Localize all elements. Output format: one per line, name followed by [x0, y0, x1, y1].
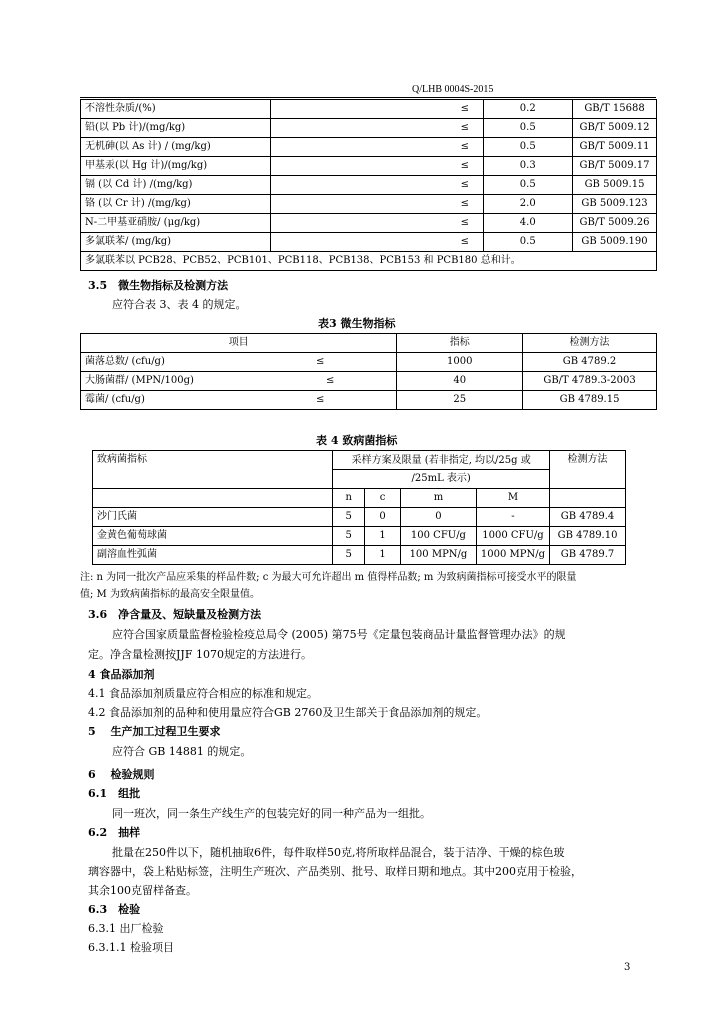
- row-method: GB/T 5009.17: [573, 157, 657, 176]
- row-item: 不溶性杂质/(%): [81, 100, 271, 119]
- row-method: GB 4789.4: [550, 508, 626, 527]
- row-item-label: 大肠菌群/ (MPN/100g): [85, 375, 194, 386]
- table3: [80, 333, 657, 410]
- row-m: 100 CFU/g: [400, 527, 476, 546]
- row-method: GB 4789.2: [523, 353, 657, 372]
- table3-header-value: 指标: [397, 334, 523, 353]
- row-value: 1000: [397, 353, 523, 372]
- table3-header-method: 检测方法: [523, 334, 657, 353]
- table4-subheader-blank: [93, 489, 333, 508]
- contaminants-table: [80, 99, 657, 271]
- table4-header-plan-line1: 采样方案及限量 (若非指定, 均以/25g 或: [351, 454, 531, 466]
- table-row: [81, 391, 657, 410]
- row-value: 0.2: [483, 100, 573, 119]
- row-item-label: 霉菌/ (cfu/g): [85, 394, 145, 405]
- row-item: 无机砷(以 As 计) / (mg/kg): [81, 138, 271, 157]
- section-6-1-text: 同一班次，同一条生产线生产的包装完好的同一种产品为一组批。: [112, 807, 431, 820]
- table4-subheader-row: [93, 489, 626, 508]
- table4-caption: 表 4 致病菌指标: [316, 434, 398, 447]
- row-value: 4.0: [483, 214, 573, 233]
- section-3-6-line2: 定。净含量检测按JJF 1070规定的方法进行。: [88, 648, 312, 661]
- row-symbol: ≤: [270, 176, 483, 195]
- row-M: 1000 CFU/g: [476, 527, 549, 546]
- section-4-1: 4.1 食品添加剂质量应符合相应的标准和规定。: [88, 687, 318, 700]
- table-row: [81, 372, 657, 391]
- section-6-3-title: 6.3 检验: [88, 903, 141, 916]
- section-3-6-title: 3.6 净含量及、短缺量及检测方法: [88, 608, 262, 621]
- table-row: [81, 100, 657, 119]
- contaminants-note-row: [81, 252, 657, 271]
- table4-sub-m: m: [400, 489, 476, 508]
- row-method: GB 5009.190: [573, 233, 657, 252]
- row-value: 0.5: [483, 119, 573, 138]
- table4-note-line1: 注: n 为同一批次产品应采集的样品件数; c 为最大可允许超出 m 值得样品数; m 为致病菌指标可接受水平的限量: [80, 572, 577, 583]
- row-c: 1: [365, 546, 401, 565]
- row-item: 副溶血性弧菌: [93, 546, 333, 565]
- table-row: [93, 527, 626, 546]
- header-rule: [80, 97, 656, 98]
- row-method: GB 4789.10: [550, 527, 626, 546]
- table-row: [81, 353, 657, 372]
- row-item: N-二甲基亚硝胺/ (μg/kg): [81, 214, 271, 233]
- row-m: 100 MPN/g: [400, 546, 476, 565]
- table4-header-plan-line2: /25mL 表示): [333, 470, 550, 489]
- row-value: 25: [397, 391, 523, 410]
- row-item: 铅(以 Pb 计)/(mg/kg): [81, 119, 271, 138]
- table4-subheader-blank-2: [550, 489, 626, 508]
- page-header: Q/LHB 0004S-2015: [412, 84, 494, 95]
- row-method: GB/T 5009.26: [573, 214, 657, 233]
- row-item: 镉 (以 Cd 计) /(mg/kg): [81, 176, 271, 195]
- row-item: [81, 372, 397, 391]
- row-symbol: ≤: [270, 195, 483, 214]
- page-number: 3: [624, 962, 631, 973]
- table4-sub-M: M: [476, 489, 549, 508]
- row-symbol: ≤: [316, 356, 325, 367]
- row-symbol: ≤: [270, 157, 483, 176]
- row-method: GB 5009.15: [573, 176, 657, 195]
- row-symbol: ≤: [270, 119, 483, 138]
- row-symbol: ≤: [316, 394, 325, 405]
- table-row: [81, 138, 657, 157]
- section-6-2-title: 6.2 抽样: [88, 826, 141, 839]
- row-item: 铬 (以 Cr 计) /(mg/kg): [81, 195, 271, 214]
- section-6-1-title: 6.1 组批: [88, 787, 141, 800]
- table3-header-row: [81, 334, 657, 353]
- table-row: [93, 546, 626, 565]
- row-symbol: ≤: [270, 138, 483, 157]
- row-symbol: ≤: [270, 214, 483, 233]
- row-item: [81, 391, 397, 410]
- row-m: 0: [400, 508, 476, 527]
- row-n: 5: [333, 508, 365, 527]
- table4-header-item: 致病菌指标: [93, 451, 333, 489]
- section-6-2-line1: 批量在250件以下，随机抽取6件，每件取样50克,将所取样品混合，装于洁净、干燥的棕色玻: [112, 846, 565, 859]
- row-method: GB/T 15688: [573, 100, 657, 119]
- table4-sub-c: c: [365, 489, 401, 508]
- table-row: [81, 157, 657, 176]
- section-3-5-text: 应符合表 3、表 4 的规定。: [112, 298, 247, 311]
- row-item: 沙门氏菌: [93, 508, 333, 527]
- table-row: [93, 508, 626, 527]
- row-method: GB 4789.15: [523, 391, 657, 410]
- table4-header-row: [93, 451, 626, 470]
- row-value: 0.5: [483, 233, 573, 252]
- row-value: 40: [397, 372, 523, 391]
- row-item: 金黄色葡萄球菌: [93, 527, 333, 546]
- table3-header-item: 项目: [81, 334, 397, 353]
- contaminants-note: 多氯联苯以 PCB28、PCB52、PCB101、PCB118、PCB138、PCB153 和 PCB180 总和计。: [81, 252, 657, 271]
- table-row: [81, 233, 657, 252]
- row-item-label: 菌落总数/ (cfu/g): [85, 356, 165, 367]
- row-n: 5: [333, 546, 365, 565]
- section-6-2-line3: 其余100克留样备查。: [88, 884, 197, 897]
- table4: [92, 450, 626, 565]
- row-M: 1000 MPN/g: [476, 546, 549, 565]
- table-row: [81, 119, 657, 138]
- section-6-2-line2: 璃容器中，袋上粘贴标签，注明生产班次、产品类别、批号、取样日期和地点。其中200克用于检验，: [88, 865, 582, 878]
- section-6-3-1: 6.3.1 出厂检验: [88, 922, 164, 935]
- row-symbol: ≤: [270, 100, 483, 119]
- row-n: 5: [333, 527, 365, 546]
- table4-header-method: 检测方法: [550, 451, 626, 489]
- table-row: [81, 176, 657, 195]
- table-row: [81, 214, 657, 233]
- row-method: GB/T 4789.3-2003: [523, 372, 657, 391]
- row-item: 多氯联苯/ (mg/kg): [81, 233, 271, 252]
- row-value: 2.0: [483, 195, 573, 214]
- table3-caption: 表3 微生物指标: [318, 317, 396, 330]
- row-c: 0: [365, 508, 401, 527]
- row-method: GB/T 5009.12: [573, 119, 657, 138]
- section-6-title: 6 检验规则: [88, 768, 155, 781]
- row-M: -: [476, 508, 549, 527]
- row-item: [81, 353, 397, 372]
- section-4-title: 4 食品添加剂: [88, 668, 155, 681]
- table4-header-plan: [333, 451, 550, 470]
- row-symbol: ≤: [326, 375, 335, 386]
- row-method: GB 5009.123: [573, 195, 657, 214]
- section-5-title: 5 生产加工过程卫生要求: [88, 725, 221, 738]
- row-symbol: ≤: [270, 233, 483, 252]
- section-4-2: 4.2 食品添加剂的品种和使用量应符合GB 2760及卫生部关于食品添加剂的规定。: [88, 706, 488, 719]
- section-5-text: 应符合 GB 14881 的规定。: [112, 745, 252, 758]
- row-method: GB 4789.7: [550, 546, 626, 565]
- row-value: 0.5: [483, 176, 573, 195]
- section-3-5-title: 3.5 微生物指标及检测方法: [88, 279, 229, 292]
- section-3-6-line1: 应符合国家质量监督检验检疫总局令 (2005) 第75号《定量包装商品计量监督管理办法》的规: [112, 628, 566, 641]
- table-row: [81, 195, 657, 214]
- row-item: 甲基汞(以 Hg 计)/(mg/kg): [81, 157, 271, 176]
- row-c: 1: [365, 527, 401, 546]
- section-6-3-1-1: 6.3.1.1 检验项目: [88, 941, 174, 954]
- row-method: GB/T 5009.11: [573, 138, 657, 157]
- row-value: 0.5: [483, 138, 573, 157]
- row-value: 0.3: [483, 157, 573, 176]
- table4-sub-n: n: [333, 489, 365, 508]
- table4-note-line2: 值; M 为致病菌指标的最高安全限量值。: [80, 589, 260, 600]
